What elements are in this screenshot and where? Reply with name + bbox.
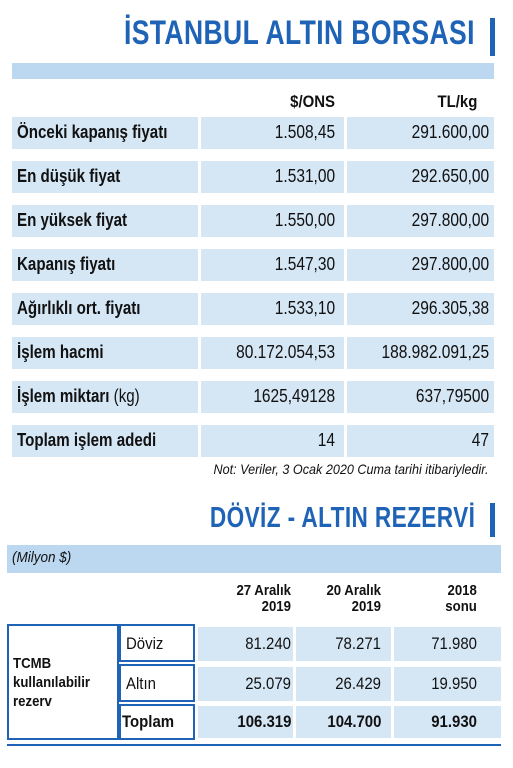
gold-row-tl: 47 <box>471 430 489 450</box>
gold-row-tl: 292.650,00 <box>411 166 489 186</box>
gold-row-tl: 296.305,38 <box>411 298 489 318</box>
reserve-total-value: 91.930 <box>431 712 477 731</box>
reserve-value: 25.079 <box>245 674 291 693</box>
reserve-row-label: Toplam <box>122 712 175 731</box>
reserve-value: 78.271 <box>335 634 381 653</box>
gold-row-tl: 297.800,00 <box>411 254 489 274</box>
reserve-row-label: Altın <box>126 674 156 693</box>
gold-row-usd: 1.508,45 <box>274 122 335 142</box>
gold-row-label-text: İşlem miktarı <box>17 386 110 406</box>
reserve-total-value: 106.319 <box>236 712 291 731</box>
reserve-unit-band <box>7 545 501 573</box>
gold-row-usd: 1.547,30 <box>274 254 335 274</box>
reserve-section-title: DÖVİZ - ALTIN REZERVİ <box>209 502 475 534</box>
gold-row-tl: 297.800,00 <box>411 210 489 230</box>
gold-row-label: Ağırlıklı ort. fiyatı <box>17 298 141 318</box>
gold-row-usd: 1625,49128 <box>253 386 335 406</box>
gold-title-accent-bar <box>490 18 495 56</box>
gold-row-usd: 1.550,00 <box>274 210 335 230</box>
gold-row-usd: 14 <box>317 430 335 450</box>
reserve-col-header-line1: 2018 <box>447 582 477 599</box>
reserve-col-header <box>236 583 291 615</box>
gold-row-usd: 80.172.054,53 <box>235 342 335 362</box>
reserve-col-header-line2: 2019 <box>261 598 291 615</box>
reserve-group-label-line: TCMB <box>13 655 52 672</box>
gold-row-usd: 1.533,10 <box>274 298 335 318</box>
gold-col-tl-header: TL/kg <box>437 92 477 111</box>
gold-col-usd-header: $/ONS <box>290 92 335 111</box>
gold-row-label-unit: (kg) <box>113 386 140 406</box>
reserve-total-value: 104.700 <box>326 712 381 731</box>
reserve-group-label-line: rezerv <box>13 693 52 710</box>
reserve-bottom-rule <box>7 744 501 746</box>
gold-row-label <box>17 386 140 407</box>
reserve-group-label <box>13 654 90 711</box>
gold-row-tl: 188.982.091,25 <box>381 342 489 362</box>
reserve-col-header-line2: sonu <box>445 598 477 615</box>
gold-row-label: Kapanış fiyatı <box>17 254 116 274</box>
reserve-title-accent-bar <box>490 503 495 537</box>
gold-row-usd: 1.531,00 <box>274 166 335 186</box>
gold-row-tl: 291.600,00 <box>411 122 489 142</box>
reserve-col-header-line1: 27 Aralık <box>236 582 291 599</box>
reserve-col-header <box>326 583 381 615</box>
gold-row-label: En yüksek fiyat <box>17 210 128 230</box>
reserve-value: 26.429 <box>335 674 381 693</box>
gold-section-title: İSTANBUL ALTIN BORSASI <box>124 14 475 52</box>
reserve-unit-note: (Milyon $) <box>12 549 72 566</box>
gold-header-band <box>12 63 494 79</box>
reserve-value: 71.980 <box>431 634 477 653</box>
gold-row-label: Önceki kapanış fiyatı <box>17 122 168 142</box>
gold-footnote: Not: Veriler, 3 Ocak 2020 Cuma tarihi itibariyledir. <box>214 461 489 477</box>
reserve-row-label: Döviz <box>126 634 164 653</box>
reserve-col-header <box>445 583 477 615</box>
reserve-col-header-line1: 20 Aralık <box>326 582 381 599</box>
gold-row-tl: 637,79500 <box>415 386 489 406</box>
reserve-value: 81.240 <box>245 634 291 653</box>
gold-row-label: İşlem hacmi <box>17 342 104 362</box>
reserve-value: 19.950 <box>431 674 477 693</box>
reserve-group-label-line: kullanılabilir <box>13 674 91 691</box>
gold-row-label: En düşük fiyat <box>17 166 121 186</box>
gold-row-label: Toplam işlem adedi <box>17 430 157 450</box>
reserve-col-header-line2: 2019 <box>351 598 381 615</box>
